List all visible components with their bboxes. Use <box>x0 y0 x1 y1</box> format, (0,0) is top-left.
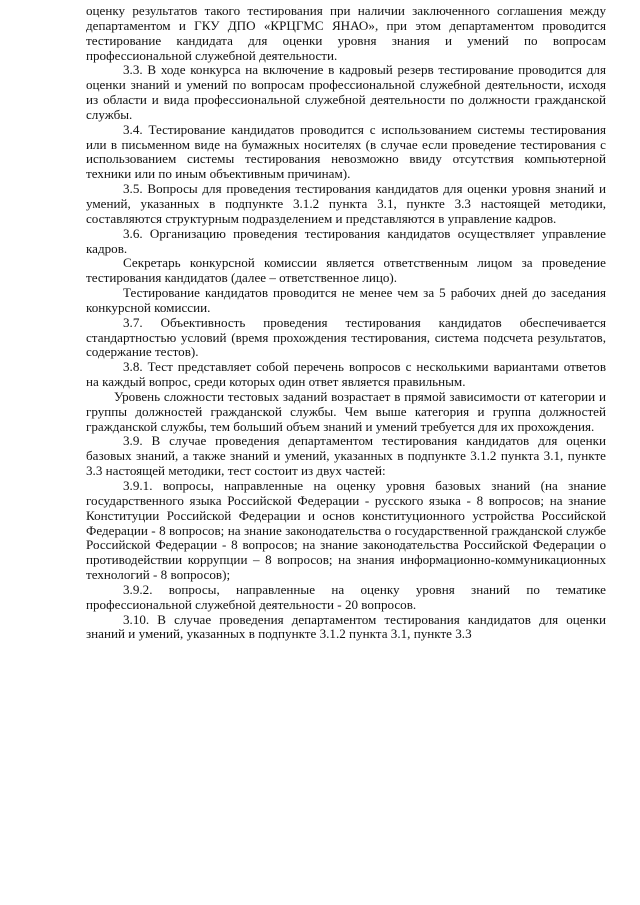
paragraph-3-9-2: 3.9.2. вопросы, направленные на оценку уровня знаний по тематике профессиональной служебной деятельности - 20 вопросов. <box>86 581 606 612</box>
paragraph-difficulty: Уровень сложности тестовых заданий возрастает в прямой зависимости от категории и группы должностей гражданской службы. Чем выше категория и группа должностей гражданской службы, тем больший объем знаний и умений требуется для их прохождения. <box>86 388 606 434</box>
paragraph-3-6: 3.6. Организацию проведения тестирования кандидатов осуществляет управление кадров. <box>86 225 606 256</box>
paragraph-3-5: 3.5. Вопросы для проведения тестирования кандидатов для оценки уровня знаний и умений, указанных в подпункте 3.1.2 пункта 3.1, пункте 3.3 настоящей методики, составляются структурным подразделением и представляются в управление кадров. <box>86 181 606 226</box>
paragraph-3-7: 3.7. Объективность проведения тестирования кандидатов обеспечивается стандартностью условий (время прохождения тестирования, система подсчета результатов, содержание тестов). <box>86 314 606 360</box>
paragraph-continuation: оценку результатов такого тестирования при наличии заключенного соглашения между департаментом и ГКУ ДПО «КРЦГМС ЯНАО», при этом департаментом проводится тестирование кандидата для оценки уровня знания и умений по вопросам профессиональной служебной деятельности. <box>86 3 606 63</box>
paragraph-testing-deadline: Тестирование кандидатов проводится не менее чем за 5 рабочих дней до заседания конкурсной комиссии. <box>86 285 606 315</box>
paragraph-3-3: 3.3. В ходе конкурса на включение в кадровый резерв тестирование проводится для оценки знаний и умений по вопросам профессиональной служебной деятельности, исходя из области и вида профессиональной служебной деятельности по должности гражданской службы. <box>86 62 606 122</box>
document-page <box>86 4 606 642</box>
paragraph-3-9: 3.9. В случае проведения департаментом тестирования кандидатов для оценки базовых знаний, а также знаний и умений, указанных в подпункте 3.1.2 пункта 3.1, пункте 3.3 настоящей методики, тест состоит из двух частей: <box>86 433 606 479</box>
paragraph-3-10: 3.10. В случае проведения департаментом тестирования кандидатов для оценки знаний и умений, указанных в подпункте 3.1.2 пункта 3.1, пункте 3.3 <box>86 611 606 642</box>
paragraph-3-9-1: 3.9.1. вопросы, направленные на оценку уровня базовых знаний (на знание государственного языка Российской Федерации - русского языка - 8 вопросов; на знание Конституции Российской Федерации и основ конституционного устройства Российской Федерации - 8 вопросов; на знание законодательства о государственной гражданской службе Российской Федерации - 8 вопросов; на знание законодательства Российской Федерации о противодействии коррупции – 8 вопросов; на знания информационно-коммуникационных технологий - 8 вопросов); <box>86 478 606 583</box>
paragraph-secretary: Секретарь конкурсной комиссии является ответственным лицом за проведение тестирования кандидатов (далее – ответственное лицо). <box>86 255 606 286</box>
paragraph-3-4: 3.4. Тестирование кандидатов проводится с использованием системы тестирования или в письменном виде на бумажных носителях (в случае если проведение тестирования с использованием системы тестирования невозможно ввиду отсутствия компьютерной техники или по иным объективным причинам). <box>86 121 606 182</box>
paragraph-3-8: 3.8. Тест представляет собой перечень вопросов с несколькими вариантами ответов на каждый вопрос, среди которых один ответ является правильным. <box>86 359 606 390</box>
